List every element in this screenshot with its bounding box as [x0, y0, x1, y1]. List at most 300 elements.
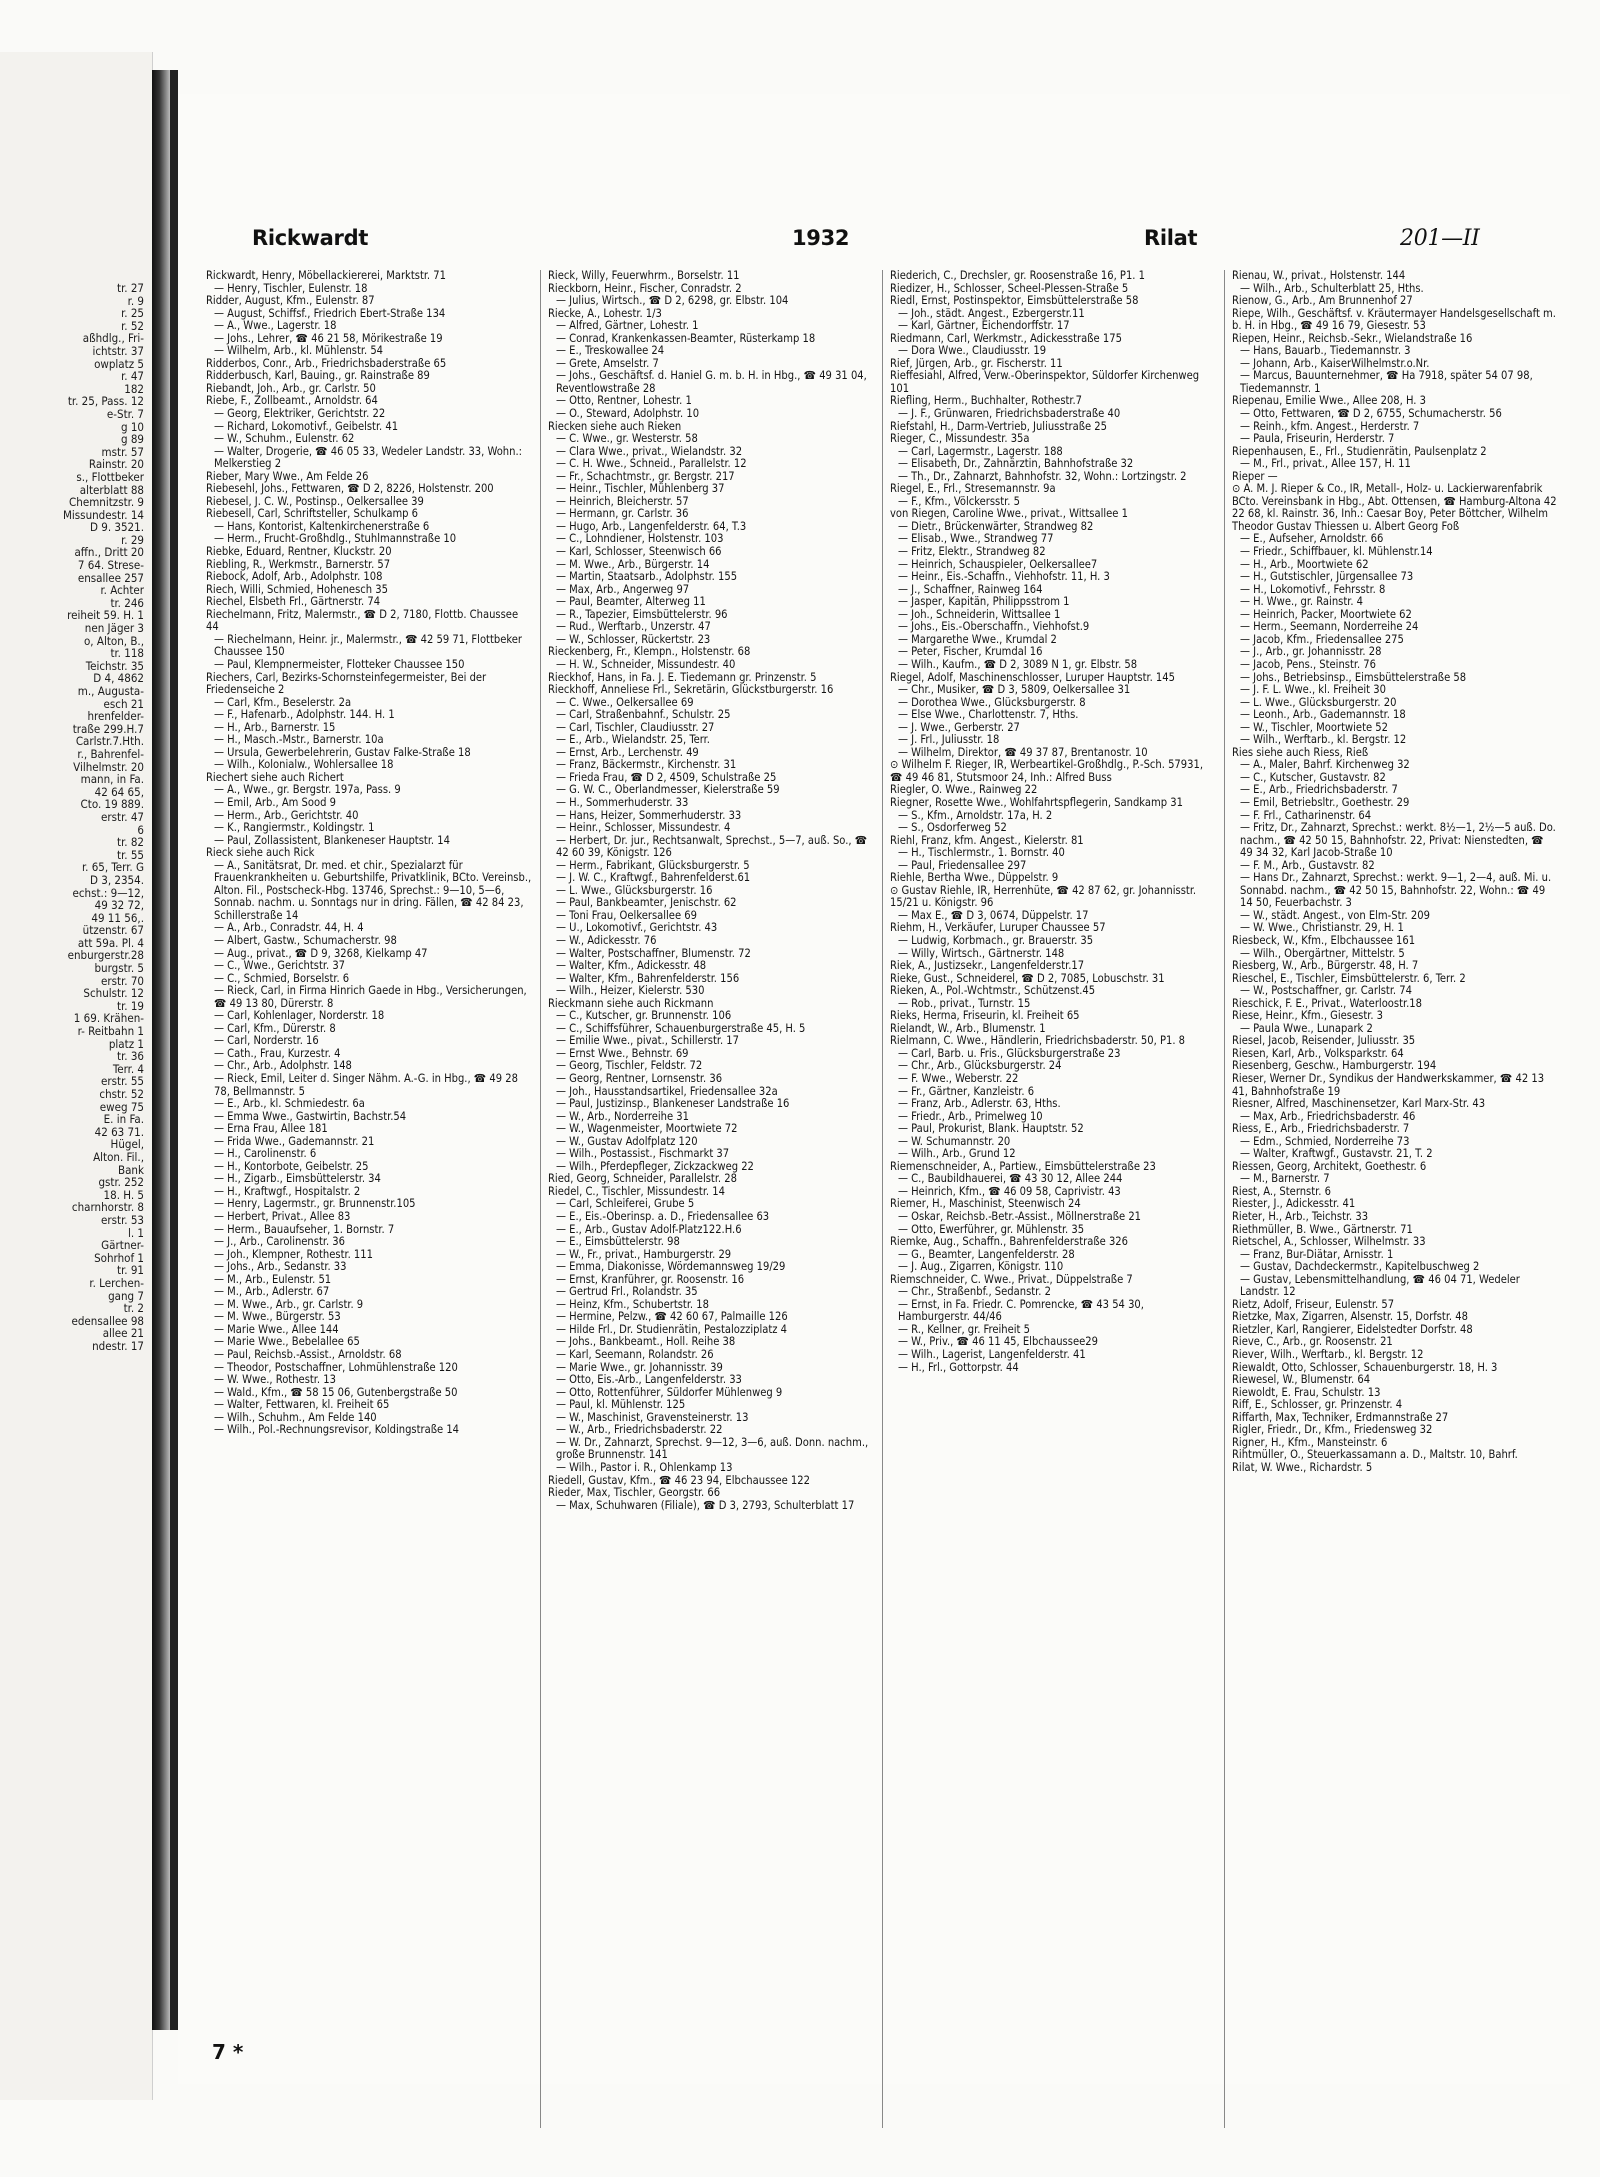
previous-page-fragment: enburgerstr.28 — [67, 948, 144, 963]
previous-page-fragment: nen Jäger 3 — [84, 621, 144, 636]
directory-entry: — R., Kellner, gr. Freiheit 5 — [898, 1322, 1030, 1336]
directory-entry: — Wilh., Arb., Grund 12 — [898, 1147, 1016, 1161]
previous-page-fragment: erstr. 70 — [101, 973, 144, 988]
directory-entry: — Gustav, Dachdeckermstr., Kapitelbuschweg 2 — [1240, 1260, 1480, 1274]
directory-entry: Ries siehe auch Riess, Rieß — [1232, 745, 1369, 759]
directory-entry: — E., Arb., Gustav Adolf-Platz122.H.6 — [556, 1222, 742, 1236]
directory-entry: — Elisab., Wwe., Strandweg 77 — [898, 532, 1054, 546]
previous-page-fragment: affn., Dritt 20 — [74, 545, 144, 560]
directory-entry: — Otto, Rottenführer, Süldorfer Mühlenweg 9 — [556, 1385, 783, 1399]
previous-page-fragment: chstr. 52 — [99, 1087, 144, 1101]
directory-entry: — Paula Wwe., Lunapark 2 — [1240, 1021, 1373, 1035]
directory-entry: — Frida Wwe., Gademannstr. 21 — [214, 1134, 375, 1148]
directory-entry: Riever, Wilh., Werftarb., kl. Bergstr. 12 — [1232, 1348, 1424, 1362]
previous-page-fragment: Carlstr.7.Hth. — [75, 734, 144, 749]
directory-entry: Riecke, A., Lohestr. 1/3 — [548, 306, 662, 320]
directory-entry: — G., Beamter, Langenfelderstr. 28 — [898, 1247, 1075, 1261]
previous-page-fragment: mstr. 57 — [101, 444, 144, 459]
directory-entry: — E., Eimsbüttelerstr. 98 — [556, 1235, 680, 1249]
directory-entry: — Johs., Bankbeamt., Holl. Reihe 38 — [556, 1335, 736, 1349]
directory-entry: — O., Steward, Adolphstr. 10 — [556, 407, 700, 421]
header-year: 1932 — [792, 226, 850, 250]
directory-entry: — Wilh., Kolonialw., Wohlersallee 18 — [214, 758, 394, 772]
directory-entry: Riessen, Georg, Architekt, Goethestr. 6 — [1232, 1159, 1427, 1173]
directory-entry: Riffarth, Max, Techniker, Erdmannstraße 27 — [1232, 1410, 1449, 1424]
previous-page-fragment: tr. 55 — [117, 847, 144, 862]
directory-entry: — Theodor, Postschaffner, Lohmühlenstraße 120 — [214, 1360, 458, 1374]
directory-entry: — Carl, Lagermstr., Lagerstr. 188 — [898, 444, 1063, 458]
column-rule — [1224, 270, 1225, 2128]
directory-entry: — Walter, Kfm., Adickesstr. 48 — [556, 959, 707, 973]
directory-entry: — Karl, Schlosser, Steenwisch 66 — [556, 545, 722, 559]
previous-page-fragment: r. Lerchen- — [89, 1275, 144, 1290]
directory-entry: ⊙ Gustav Riehle, IR, Herrenhüte, ☎ 42 87 62, gr. Johannisstr. 15/21 u. Königstr. 96 — [890, 883, 1197, 910]
directory-entry: — Franz, Bäckermstr., Kirchenstr. 31 — [556, 758, 737, 772]
directory-entry: — Heinrich, Packer, Moortwiete 62 — [1240, 607, 1412, 621]
previous-page-fragment: 6 — [137, 822, 144, 837]
previous-page-fragment: o, Alton, B., — [83, 633, 144, 648]
directory-entry: — Carl, Kfm., Dürerstr. 8 — [214, 1021, 336, 1035]
directory-entry: Rieter, H., Arb., Teichstr. 33 — [1232, 1210, 1369, 1224]
directory-entry: Riebe, F., Zollbeamt., Arnoldstr. 64 — [206, 394, 378, 408]
directory-entry: — Max E., ☎ D 3, 0674, Düppelstr. 17 — [898, 908, 1089, 922]
directory-entry: — C. Wwe., Oelkersallee 69 — [556, 695, 694, 709]
directory-entry: — Wilh., Kaufm., ☎ D 2, 3089 N 1, gr. Elbstr. 58 — [898, 657, 1138, 671]
directory-entry: — Heinrich, Bleicherstr. 57 — [556, 494, 689, 508]
directory-entry: — August, Schiffsf., Friedrich Ebert-Straße 134 — [214, 306, 446, 320]
directory-entry: — Marie Wwe., gr. Johannisstr. 39 — [556, 1360, 723, 1374]
directory-entry: Rigler, Friedr., Dr., Kfm., Friedensweg 32 — [1232, 1423, 1433, 1437]
previous-page-fragment: Schulstr. 12 — [83, 986, 144, 1001]
directory-entry: — Emma, Diakonisse, Wördemannsweg 19/29 — [556, 1260, 786, 1274]
directory-entry: — Hans, Kontorist, Kaltenkirchenerstraße 6 — [214, 519, 430, 533]
directory-entry: — Franz, Arb., Adlerstr. 63, Hths. — [898, 1097, 1061, 1111]
previous-page-fragment: mann, in Fa. — [80, 772, 144, 787]
directory-entry: — Carl, Barb. u. Fris., Glücksburgerstraße 23 — [898, 1046, 1121, 1060]
directory-entry: — Ernst Wwe., Behnstr. 69 — [556, 1046, 689, 1060]
directory-entry: Riedl, Ernst, Postinspektor, Eimsbüttelerstraße 58 — [890, 294, 1139, 308]
directory-entry: — Otto, Eis.-Arb., Langenfelderstr. 33 — [556, 1373, 742, 1387]
directory-entry: — Hermann, gr. Carlstr. 36 — [556, 507, 689, 521]
directory-entry: — Rud., Werftarb., Unzerstr. 47 — [556, 620, 711, 634]
directory-entry: Rief, Jürgen, Arb., gr. Fischerstr. 11 — [890, 356, 1063, 370]
directory-entry: — F. Frl., Catharinenstr. 64 — [1240, 808, 1372, 822]
column-rule — [882, 270, 883, 2128]
previous-page-fragment: burgstr. 5 — [94, 961, 144, 976]
directory-entry: Riechelmann, Fritz, Malermstr., ☎ D 2, 7180, Flottb. Chaussee 44 — [206, 607, 519, 634]
previous-page-fragment: echst.: 9—12, — [72, 885, 144, 900]
directory-entry: — H., Zigarb., Eimsbüttelerstr. 34 — [214, 1172, 381, 1186]
previous-page-fragment: eweg 75 — [99, 1099, 144, 1114]
directory-entry: — M. Wwe., Bürgerstr. 53 — [214, 1310, 341, 1324]
previous-page-fragment: ensallee 257 — [77, 570, 144, 585]
previous-page-fragment: D 9. 3521. — [89, 520, 144, 535]
directory-entry: — Richard, Lokomotivf., Geibelstr. 41 — [214, 419, 399, 433]
directory-entry: — Emma Wwe., Gastwirtin, Bachstr.54 — [214, 1109, 407, 1123]
directory-entry: — S., Kfm., Arnoldstr. 17a, H. 2 — [898, 808, 1053, 822]
previous-page-fragment: 182 — [124, 381, 144, 396]
directory-entry: Rietschel, A., Schlosser, Wilhelmstr. 33 — [1232, 1235, 1426, 1249]
directory-entry: — M., Arb., Eulenstr. 51 — [214, 1272, 332, 1286]
directory-entry: — Conrad, Krankenkassen-Beamter, Rüsterkamp 18 — [556, 331, 816, 345]
previous-page-fragment: Missundestr. 14 — [62, 507, 144, 522]
directory-entry: — Alfred, Gärtner, Lohestr. 1 — [556, 319, 699, 333]
previous-page-fragment: Rainstr. 20 — [88, 457, 144, 472]
directory-entry: Riebesel, J. C. W., Postinsp., Oelkersallee 39 — [206, 494, 424, 508]
directory-entry: Riepe, Wilh., Geschäftsf. v. Kräutermayer Handelsgesellschaft m. b. H. in Hbg., ☎ 49 16 79, Giesestr. 53 — [1232, 306, 1556, 333]
directory-entry: — E., Eis.-Oberinsp. a. D., Friedensallee 63 — [556, 1210, 770, 1224]
directory-entry: — Emil, Arb., Am Sood 9 — [214, 795, 336, 809]
directory-entry: — Erna Frau, Allee 181 — [214, 1122, 328, 1136]
directory-entry: — J. Wwe., Gerberstr. 27 — [898, 720, 1020, 734]
directory-entry: — Edm., Schmied, Norderreihe 73 — [1240, 1134, 1410, 1148]
directory-entry: — H., Lokomotivf., Fehrsstr. 8 — [1240, 582, 1386, 596]
directory-entry: — Hilde Frl., Dr. Studienrätin, Pestalozziplatz 4 — [556, 1322, 788, 1336]
directory-entry: Riek, A., Justizsekr., Langenfelderstr.17 — [890, 959, 1085, 973]
previous-page-fragment: s., Flottbeker — [76, 469, 144, 484]
directory-entry: Rielandt, W., Arb., Blumenstr. 1 — [890, 1021, 1046, 1035]
directory-entry: — Paul, Klempnermeister, Flotteker Chaussee 150 — [214, 657, 465, 671]
directory-entry: — Paul, Bankbeamter, Jenischstr. 62 — [556, 896, 737, 910]
directory-entry: Rieser, Werner Dr., Syndikus der Handwerkskammer, ☎ 42 13 41, Bahnhofstraße 19 — [1232, 1072, 1545, 1098]
directory-entry: — Wilhelm, Direktor, ☎ 49 37 87, Brentanostr. 10 — [898, 745, 1148, 759]
directory-entry: — Albert, Gastw., Schumacherstr. 98 — [214, 933, 397, 947]
directory-entry: — Emil, Betriebsltr., Goethestr. 29 — [1240, 795, 1410, 809]
directory-entry: — Peter, Fischer, Krumdal 16 — [898, 645, 1043, 659]
directory-entry: — C., Wwe., Gerichtstr. 37 — [214, 959, 346, 973]
directory-entry: — A., Arb., Conradstr. 44, H. 4 — [214, 921, 364, 935]
previous-page-fragment: tr. 246 — [110, 595, 144, 610]
directory-entry: — Cath., Frau, Kurzestr. 4 — [214, 1046, 341, 1060]
directory-entry: — Walter, Kfm., Bahrenfelderstr. 156 — [556, 971, 740, 985]
directory-entry: Rieck, Willy, Feuerwhrm., Borselstr. 11 — [548, 269, 740, 282]
previous-page-fragment: gang 7 — [108, 1288, 144, 1303]
directory-entry: — Max, Arb., Friedrichsbaderstr. 46 — [1240, 1109, 1416, 1123]
previous-page-fragment: Gärtner- — [101, 1238, 144, 1253]
book-spine — [170, 70, 178, 2030]
directory-entry: Rieckhoff, Anneliese Frl., Sekretärin, Glückstburgerstr. 16 — [548, 683, 834, 697]
directory-entry: — M. Wwe., Arb., Bürgerstr. 14 — [556, 557, 710, 571]
directory-entry: Rietz, Adolf, Friseur, Eulenstr. 57 — [1232, 1297, 1395, 1311]
directory-entry: — Martin, Staatsarb., Adolphstr. 155 — [556, 570, 738, 584]
directory-entry: — H., Carolinenstr. 6 — [214, 1147, 317, 1161]
directory-page — [178, 94, 1570, 2084]
previous-page-fragment: alterblatt 88 — [79, 482, 144, 497]
directory-entry: — Paul, Justizinsp., Blankeneser Landstraße 16 — [556, 1097, 790, 1111]
directory-entry: — W., Fr., privat., Hamburgerstr. 29 — [556, 1247, 732, 1261]
directory-entry: — Heinrich, Kfm., ☎ 46 09 58, Caprivistr. 43 — [898, 1184, 1121, 1198]
previous-page-fragment: Alton. Fil., — [93, 1149, 144, 1164]
directory-entry: — W. Wwe., Christianstr. 29, H. 1 — [1240, 921, 1404, 935]
directory-entry: — Rob., privat., Turnstr. 15 — [898, 996, 1031, 1010]
directory-entry: — Oskar, Reichsb.-Betr.-Assist., Möllnerstraße 21 — [898, 1210, 1142, 1224]
header-right-keyword: Rilat — [1144, 226, 1198, 250]
directory-entry: — M., Barnerstr. 7 — [1240, 1172, 1330, 1186]
directory-entry: — Walter, Drogerie, ☎ 46 05 33, Wedeler Landstr. 33, Wohn.: Melkerstieg 2 — [214, 444, 522, 471]
directory-entry: ⊙ Wilhelm F. Rieger, IR, Werbeartikel-Großhdlg., P.-Sch. 57931, ☎ 49 46 81, Stutsmoor 24, Inh.: Alfred Buss — [890, 758, 1204, 784]
directory-entry: Riechert siehe auch Richert — [206, 770, 344, 784]
directory-entry: — Joh., Klempner, Rothestr. 111 — [214, 1247, 373, 1261]
directory-entry: ⊙ A. M. J. Rieper & Co., IR, Metall-, Holz- u. Lackierwarenfabrik BCto. Vereinsbank in Hbg., Abt. Ottensen, ☎ Hamburg-Altona 42 22 68, kl. Rainstr. 36, Inh.: Caesar Boy, Peter Böttcher, Wilhelm Theodor Gustav Thiessen u. Albert Georg Foß — [1232, 482, 1557, 533]
directory-entry: — L. Wwe., Glücksburgerstr. 16 — [556, 883, 713, 897]
directory-entry: Rieffesiahl, Alfred, Verw.-Oberinspektor, Süldorfer Kirchenweg 101 — [890, 369, 1200, 395]
directory-entry: — Leonh., Arb., Gademannstr. 18 — [1240, 708, 1406, 722]
directory-entry: — Paul, Reichsb.-Assist., Arnoldstr. 68 — [214, 1348, 402, 1362]
previous-page-fragment: Vilhelmstr. 20 — [73, 759, 144, 774]
previous-page-fragment: reiheit 59. H. 1 — [67, 608, 144, 623]
directory-entry: — M., Frl., privat., Allee 157, H. 11 — [1240, 457, 1411, 471]
directory-entry: — Henry, Tischler, Eulenstr. 18 — [214, 281, 368, 295]
directory-entry: — E., Arb., Wielandstr. 25, Terr. — [556, 733, 710, 747]
directory-entry: — Walter, Kraftwgf., Gustavstr. 21, T. 2 — [1240, 1147, 1433, 1161]
directory-entry: Riepen, Heinr., Reichsb.-Sekr., Wielandstraße 16 — [1232, 331, 1473, 345]
directory-entry: Rieger, C., Missundestr. 35a — [890, 432, 1030, 446]
previous-page-fragment: D 3, 2354. — [89, 872, 144, 887]
previous-page-fragment: g 89 — [120, 432, 144, 447]
directory-entry: — H., Frl., Gottorpstr. 44 — [898, 1360, 1019, 1374]
directory-entry: — W., Gustav Adolfplatz 120 — [556, 1134, 698, 1148]
directory-entry: — Wald., Kfm., ☎ 58 15 06, Gutenbergstraße 50 — [214, 1385, 458, 1399]
directory-entry: — Herbert, Privat., Allee 83 — [214, 1210, 351, 1224]
directory-entry: — Chr., Straßenbf., Sedanstr. 2 — [898, 1285, 1051, 1299]
directory-entry: — F. M., Arb., Gustavstr. 82 — [1240, 858, 1375, 872]
directory-entry: Riewoldt, E. Frau, Schulstr. 13 — [1232, 1385, 1381, 1399]
directory-entry: — Reinh., kfm. Angest., Herderstr. 7 — [1240, 419, 1420, 433]
column-3 — [890, 270, 1216, 1374]
previous-page-fragment: tr. 27 — [117, 281, 144, 295]
previous-page-fragment: D 4, 4862 — [93, 671, 144, 686]
directory-entry: — H. W., Schneider, Missundestr. 40 — [556, 657, 736, 671]
previous-page-fragment: r- Reitbahn 1 — [77, 1024, 144, 1039]
gutter-shadow — [152, 70, 170, 2030]
directory-entry: — H. Wwe., gr. Rainstr. 4 — [1240, 595, 1364, 609]
directory-entry: Riesberg, W., Arb., Bürgerstr. 48, H. 7 — [1232, 959, 1419, 973]
directory-entry: Ridder, August, Kfm., Eulenstr. 87 — [206, 294, 375, 308]
directory-entry: — Clara Wwe., privat., Wielandstr. 32 — [556, 444, 743, 458]
directory-entry: Riefling, Herm., Buchhalter, Rothestr.7 — [890, 394, 1083, 408]
previous-page-fragment: traße 299.H.7 — [72, 721, 144, 736]
directory-entry: Riethmüller, B. Wwe., Gärtnerstr. 71 — [1232, 1222, 1413, 1236]
directory-entry: — Chr., Arb., Adolphstr. 148 — [214, 1059, 352, 1073]
directory-entry: Riemenschneider, A., Partiew., Eimsbüttelerstraße 23 — [890, 1159, 1156, 1173]
directory-entry: Rigner, H., Kfm., Mansteinstr. 6 — [1232, 1435, 1388, 1449]
directory-entry: — C., Baubildhauerei, ☎ 43 30 12, Allee 244 — [898, 1172, 1123, 1186]
directory-entry: — C. H. Wwe., Schneid., Parallelstr. 12 — [556, 457, 747, 471]
previous-page-fragment: Hügel, — [110, 1137, 144, 1152]
header-left-keyword: Rickwardt — [252, 226, 369, 250]
directory-entry: — E., Arb., kl. Schmiedestr. 6a — [214, 1097, 365, 1111]
directory-entry: — Johs., Geschäftsf. d. Haniel G. m. b. H. in Hbg., ☎ 49 31 04, Reventlowstraße 28 — [556, 369, 867, 395]
previous-page-fragment: r. 29 — [121, 532, 144, 547]
directory-entry: — Johs., Arb., Sedanstr. 33 — [214, 1260, 347, 1274]
directory-entry: Riff, E., Schlosser, gr. Prinzenstr. 4 — [1232, 1398, 1403, 1412]
directory-entry: — W., Wagenmeister, Moortwiete 72 — [556, 1122, 738, 1136]
directory-entry: — Johs., Lehrer, ☎ 46 21 58, Mörikestraße 19 — [214, 331, 443, 345]
page-folio: 201—II — [1400, 226, 1480, 251]
directory-entry: — W., städt. Angest., von Elm-Str. 209 — [1240, 908, 1430, 922]
directory-entry: — Karl, Gärtner, Eichendorffstr. 17 — [898, 319, 1070, 333]
previous-page-fragment: Cto. 19 889. — [80, 797, 144, 812]
directory-entry: — Elisabeth, Dr., Zahnärztin, Bahnhofstraße 32 — [898, 457, 1134, 471]
directory-entry: — Johs., Eis.-Oberschaffn., Viehhofst.9 — [898, 620, 1090, 634]
directory-entry: — Herm., Bauaufseher, 1. Bornstr. 7 — [214, 1222, 395, 1236]
directory-entry: Riebling, R., Werkmstr., Barnerstr. 57 — [206, 557, 391, 571]
previous-page-fragment: Sohrhof 1 — [94, 1250, 144, 1265]
previous-page-fragment: Teichstr. 35 — [85, 658, 144, 673]
previous-page-fragment: r. 25 — [121, 306, 144, 321]
directory-entry: — C. Wwe., gr. Westerstr. 58 — [556, 432, 698, 446]
directory-entry: Rihtmüller, O., Steuerkassamann a. D., Maltstr. 10, Bahrf. — [1232, 1448, 1518, 1462]
directory-entry: — H., Gutstischler, Jürgensallee 73 — [1240, 570, 1414, 584]
directory-entry: Rienau, W., privat., Holstenstr. 144 — [1232, 269, 1406, 282]
directory-entry: — J. F., Grünwaren, Friedrichsbaderstraße 40 — [898, 407, 1121, 421]
directory-entry: — W., Postschaffner, gr. Carlstr. 74 — [1240, 984, 1412, 998]
directory-entry: — Joh., Schneiderin, Wittsallee 1 — [898, 607, 1061, 621]
directory-entry: Riess, E., Arb., Friedrichsbaderstr. 7 — [1232, 1122, 1410, 1136]
directory-entry: — Carl, Norderstr. 16 — [214, 1034, 319, 1048]
directory-entry: Rieckmann siehe auch Rickmann — [548, 996, 714, 1010]
directory-entry: Riebesell, Carl, Schriftsteller, Schulkamp 6 — [206, 507, 419, 521]
directory-entry: — W., Arb., Norderreihe 31 — [556, 1109, 689, 1123]
directory-entry: — Dora Wwe., Claudiusstr. 19 — [898, 344, 1047, 358]
directory-entry: — Hermine, Pelzw., ☎ 42 60 67, Palmaille 126 — [556, 1310, 788, 1324]
previous-page-fragment: 49 11 56,. — [91, 910, 144, 925]
directory-entry: — C., Lohndiener, Holstenstr. 103 — [556, 532, 724, 546]
previous-page-fragment: r. Achter — [100, 583, 144, 598]
directory-entry: — Riechelmann, Heinr. jr., Malermstr., ☎ 42 59 71, Flottbeker Chaussee 150 — [214, 632, 522, 659]
directory-entry: — A., Sanitätsrat, Dr. med. et chir., Spezialarzt für Frauenkrankheiten u. Geburtshilfe, Privatklinik, BCto. Vereinsb., Alton. Fil., Postscheck-Hbg. 13746, Sprechst.: 9—10, 5—6, Sonnab. nachm. u. Sonntags nur in dring. Fällen, ☎ 42 84 23, Schillerstraße 14 — [214, 858, 532, 922]
directory-entry: Rieber, Mary Wwe., Am Felde 26 — [206, 469, 369, 483]
directory-entry: — Julius, Wirtsch., ☎ D 2, 6298, gr. Elbstr. 104 — [556, 294, 789, 308]
previous-page-fragment: g 10 — [120, 419, 144, 434]
directory-entry: — Wilh., Pol.-Rechnungsrevisor, Koldingstraße 14 — [214, 1423, 460, 1437]
directory-entry: — Carl, Straßenbahnf., Schulstr. 25 — [556, 708, 731, 722]
directory-entry: — Franz, Bur-Diätar, Arnisstr. 1 — [1240, 1247, 1394, 1261]
directory-entry: — Carl, Schleiferei, Grube 5 — [556, 1197, 695, 1211]
previous-page-text-fragments — [0, 282, 150, 1352]
directory-entry: — Willy, Wirtsch., Gärtnerstr. 148 — [898, 946, 1065, 960]
page-header — [178, 226, 1570, 256]
previous-page-fragment: e-Str. 7 — [106, 406, 144, 421]
directory-entry: — J., Arb., Carolinenstr. 36 — [214, 1235, 345, 1249]
directory-entry: Riest, A., Sternstr. 6 — [1232, 1184, 1331, 1198]
previous-page-fragment: erstr. 55 — [101, 1074, 144, 1089]
directory-entry: Rieckenberg, Fr., Klempn., Holstenstr. 68 — [548, 645, 751, 659]
directory-entry: — Paul, kl. Mühlenstr. 125 — [556, 1398, 686, 1412]
directory-entry: — Marie Wwe., Allee 144 — [214, 1322, 339, 1336]
directory-entry: Riehle, Bertha Wwe., Düppelstr. 9 — [890, 871, 1059, 885]
previous-page-fragment: platz 1 — [108, 1036, 144, 1051]
directory-entry: Rilat, W. Wwe., Richardstr. 5 — [1232, 1460, 1373, 1474]
directory-entry: — W., Adickesstr. 76 — [556, 933, 657, 947]
directory-entry: — M., Arb., Adlerstr. 67 — [214, 1285, 330, 1299]
directory-entry: — Marie Wwe., Bebelallee 65 — [214, 1335, 360, 1349]
directory-entry: — J., Arb., gr. Johannisstr. 28 — [1240, 645, 1382, 659]
directory-entry: Rieke, Gust., Schneiderel, ☎ D 2, 7085, Lobuschstr. 31 — [890, 971, 1165, 985]
directory-entry: — H., Sommerhuderstr. 33 — [556, 795, 689, 809]
directory-entry: — Friedr., Schiffbauer, kl. Mühlenstr.14 — [1240, 545, 1433, 559]
directory-entry: — Wilh., Pastor i. R., Ohlenkamp 13 — [556, 1460, 733, 1474]
directory-entry: — E., Arb., Friedrichsbaderstr. 7 — [1240, 783, 1398, 797]
directory-entry: Riesbeck, W., Kfm., Elbchaussee 161 — [1232, 933, 1416, 947]
directory-entry: — Georg, Elektriker, Gerichtstr. 22 — [214, 407, 386, 421]
previous-page-fragment: r. 52 — [121, 318, 144, 333]
directory-entry: — W., Tischler, Moortwiete 52 — [1240, 720, 1388, 734]
directory-entry: — Rieck, Emil, Leiter d. Singer Nähm. A.-G. in Hbg., ☎ 49 28 78, Bellmannstr. 5 — [214, 1072, 518, 1098]
directory-entry: — W. Schumannstr. 20 — [898, 1134, 1011, 1148]
directory-entry: Riepenhausen, E., Frl., Studienrätin, Paulsenplatz 2 — [1232, 444, 1487, 458]
directory-entry: — Hans, Heizer, Sommerhuderstr. 33 — [556, 808, 742, 822]
directory-entry: — Heinr., Eis.-Schaffn., Viehhofstr. 11, H. 3 — [898, 570, 1110, 584]
directory-entry: — Jasper, Kapitän, Philippsstrom 1 — [898, 595, 1070, 609]
directory-entry: — H., Arb., Barnerstr. 15 — [214, 720, 336, 734]
previous-page-fragment: r. 47 — [121, 369, 144, 384]
directory-entry: — J. F. L. Wwe., kl. Freiheit 30 — [1240, 683, 1386, 697]
directory-entry: Riebesehl, Johs., Fettwaren, ☎ D 2, 8226, Holstenstr. 200 — [206, 482, 494, 496]
directory-entry: Rieder, Max, Tischler, Georgstr. 66 — [548, 1486, 721, 1500]
directory-entry: — H., Kraftwgf., Hospitalstr. 2 — [214, 1184, 361, 1198]
directory-entry: — F., Kfm., Völckersstr. 5 — [898, 494, 1020, 508]
directory-entry: — Joh., städt. Angest., Ezbergerstr.11 — [898, 306, 1085, 320]
directory-entry: — Gertrud Frl., Rolandstr. 35 — [556, 1285, 698, 1299]
directory-entry: — E., Aufseher, Arnoldstr. 66 — [1240, 532, 1384, 546]
directory-entry: — Th., Dr., Zahnarzt, Bahnhofstr. 32, Wohn.: Lortzingstr. 2 — [898, 469, 1187, 483]
previous-page-fragment: allee 21 — [102, 1326, 144, 1341]
directory-entry: — W. Dr., Zahnarzt, Sprechst. 9—12, 3—6, auß. Donn. nachm., große Brunnenstr. 141 — [556, 1435, 869, 1462]
directory-entry: Riepenau, Emilie Wwe., Allee 208, H. 3 — [1232, 394, 1426, 408]
directory-entry: Riefstahl, H., Darm-Vertrieb, Juliusstraße 25 — [890, 419, 1108, 433]
previous-page-fragment: hrenfelder- — [87, 709, 144, 724]
directory-entry: — Frieda Frau, ☎ D 2, 4509, Schulstraße 25 — [556, 770, 777, 784]
directory-entry: — M. Wwe., Arb., gr. Carlstr. 9 — [214, 1297, 364, 1311]
directory-entry: — S., Osdorferweg 52 — [898, 821, 1007, 835]
directory-entry: — Otto, Ewerführer, gr. Mühlenstr. 35 — [898, 1222, 1085, 1236]
previous-page-fragment: 1 69. Krähen- — [73, 1011, 144, 1026]
directory-entry: Riebke, Eduard, Rentner, Kluckstr. 20 — [206, 545, 392, 559]
previous-page-fragment: erstr. 53 — [101, 1212, 144, 1227]
previous-page-fragment: tr. 19 — [117, 998, 144, 1013]
directory-entry: — Grete, Amselstr. 7 — [556, 356, 659, 370]
previous-page-fragment: 18. H. 5 — [103, 1187, 144, 1202]
previous-page-fragment: m., Augusta- — [77, 684, 144, 698]
directory-entry: — F., Hafenarb., Adolphstr. 144. H. 1 — [214, 708, 395, 722]
previous-page-fragment: 7 64. Strese- — [77, 558, 144, 573]
directory-entry: — Marcus, Bauunternehmer, ☎ Ha 7918, später 54 07 98, Tiedemannstr. 1 — [1240, 369, 1533, 395]
directory-entry: — Walter, Fettwaren, kl. Freiheit 65 — [214, 1398, 390, 1412]
previous-page-fragment: 42 64 65, — [94, 784, 144, 799]
directory-entry: — Ernst, in Fa. Friedr. C. Pomrencke, ☎ 43 54 30, Hamburgerstr. 44/46 — [898, 1297, 1144, 1324]
directory-entry: — F. Wwe., Weberstr. 22 — [898, 1072, 1019, 1085]
directory-entry: — Carl, Kohlenlager, Norderstr. 18 — [214, 1009, 385, 1023]
previous-page-fragment: tr. 36 — [117, 1049, 144, 1064]
directory-entry: — Wilh., Lagerist, Langenfelderstr. 41 — [898, 1348, 1086, 1362]
directory-entry: Rieckhof, Hans, in Fa. J. E. Tiedemann gr. Prinzenstr. 5 — [548, 670, 817, 684]
previous-page-fragment: erstr. 47 — [101, 809, 144, 824]
directory-entry: — E., Treskowallee 24 — [556, 344, 665, 358]
directory-entry: — A., Maler, Bahrf. Kirchenweg 32 — [1240, 758, 1410, 772]
directory-entry: — H., Masch.-Mstr., Barnerstr. 10a — [214, 733, 384, 747]
directory-entry: — Heinrich, Schauspieler, Oelkersallee7 — [898, 557, 1098, 571]
previous-page-fragment: charnhorstr. 8 — [71, 1200, 144, 1215]
previous-page-fragment: tr. 118 — [110, 646, 144, 661]
directory-entry: — Herm., Fabrikant, Glücksburgerstr. 5 — [556, 858, 750, 872]
directory-entry: — C., Kutscher, Gustavstr. 82 — [1240, 770, 1386, 784]
directory-entry: — Jacob, Pens., Steinstr. 76 — [1240, 657, 1376, 671]
directory-entry: — Gustav, Lebensmittelhandlung, ☎ 46 04 71, Wedeler Landstr. 12 — [1240, 1272, 1520, 1299]
directory-entry: Riebock, Adolf, Arb., Adolphstr. 108 — [206, 570, 383, 584]
directory-entry: — Fritz, Dr., Zahnarzt, Sprechst.: werkt. 8½—1, 2½—5 auß. Do. nachm., ☎ 42 50 15, Bahnhofstr. 22, Privat: Nienstedten, ☎ 49 34 32, Karl Jacob-Straße 10 — [1240, 821, 1556, 860]
directory-entry: — Jacob, Kfm., Friedensallee 275 — [1240, 632, 1404, 646]
